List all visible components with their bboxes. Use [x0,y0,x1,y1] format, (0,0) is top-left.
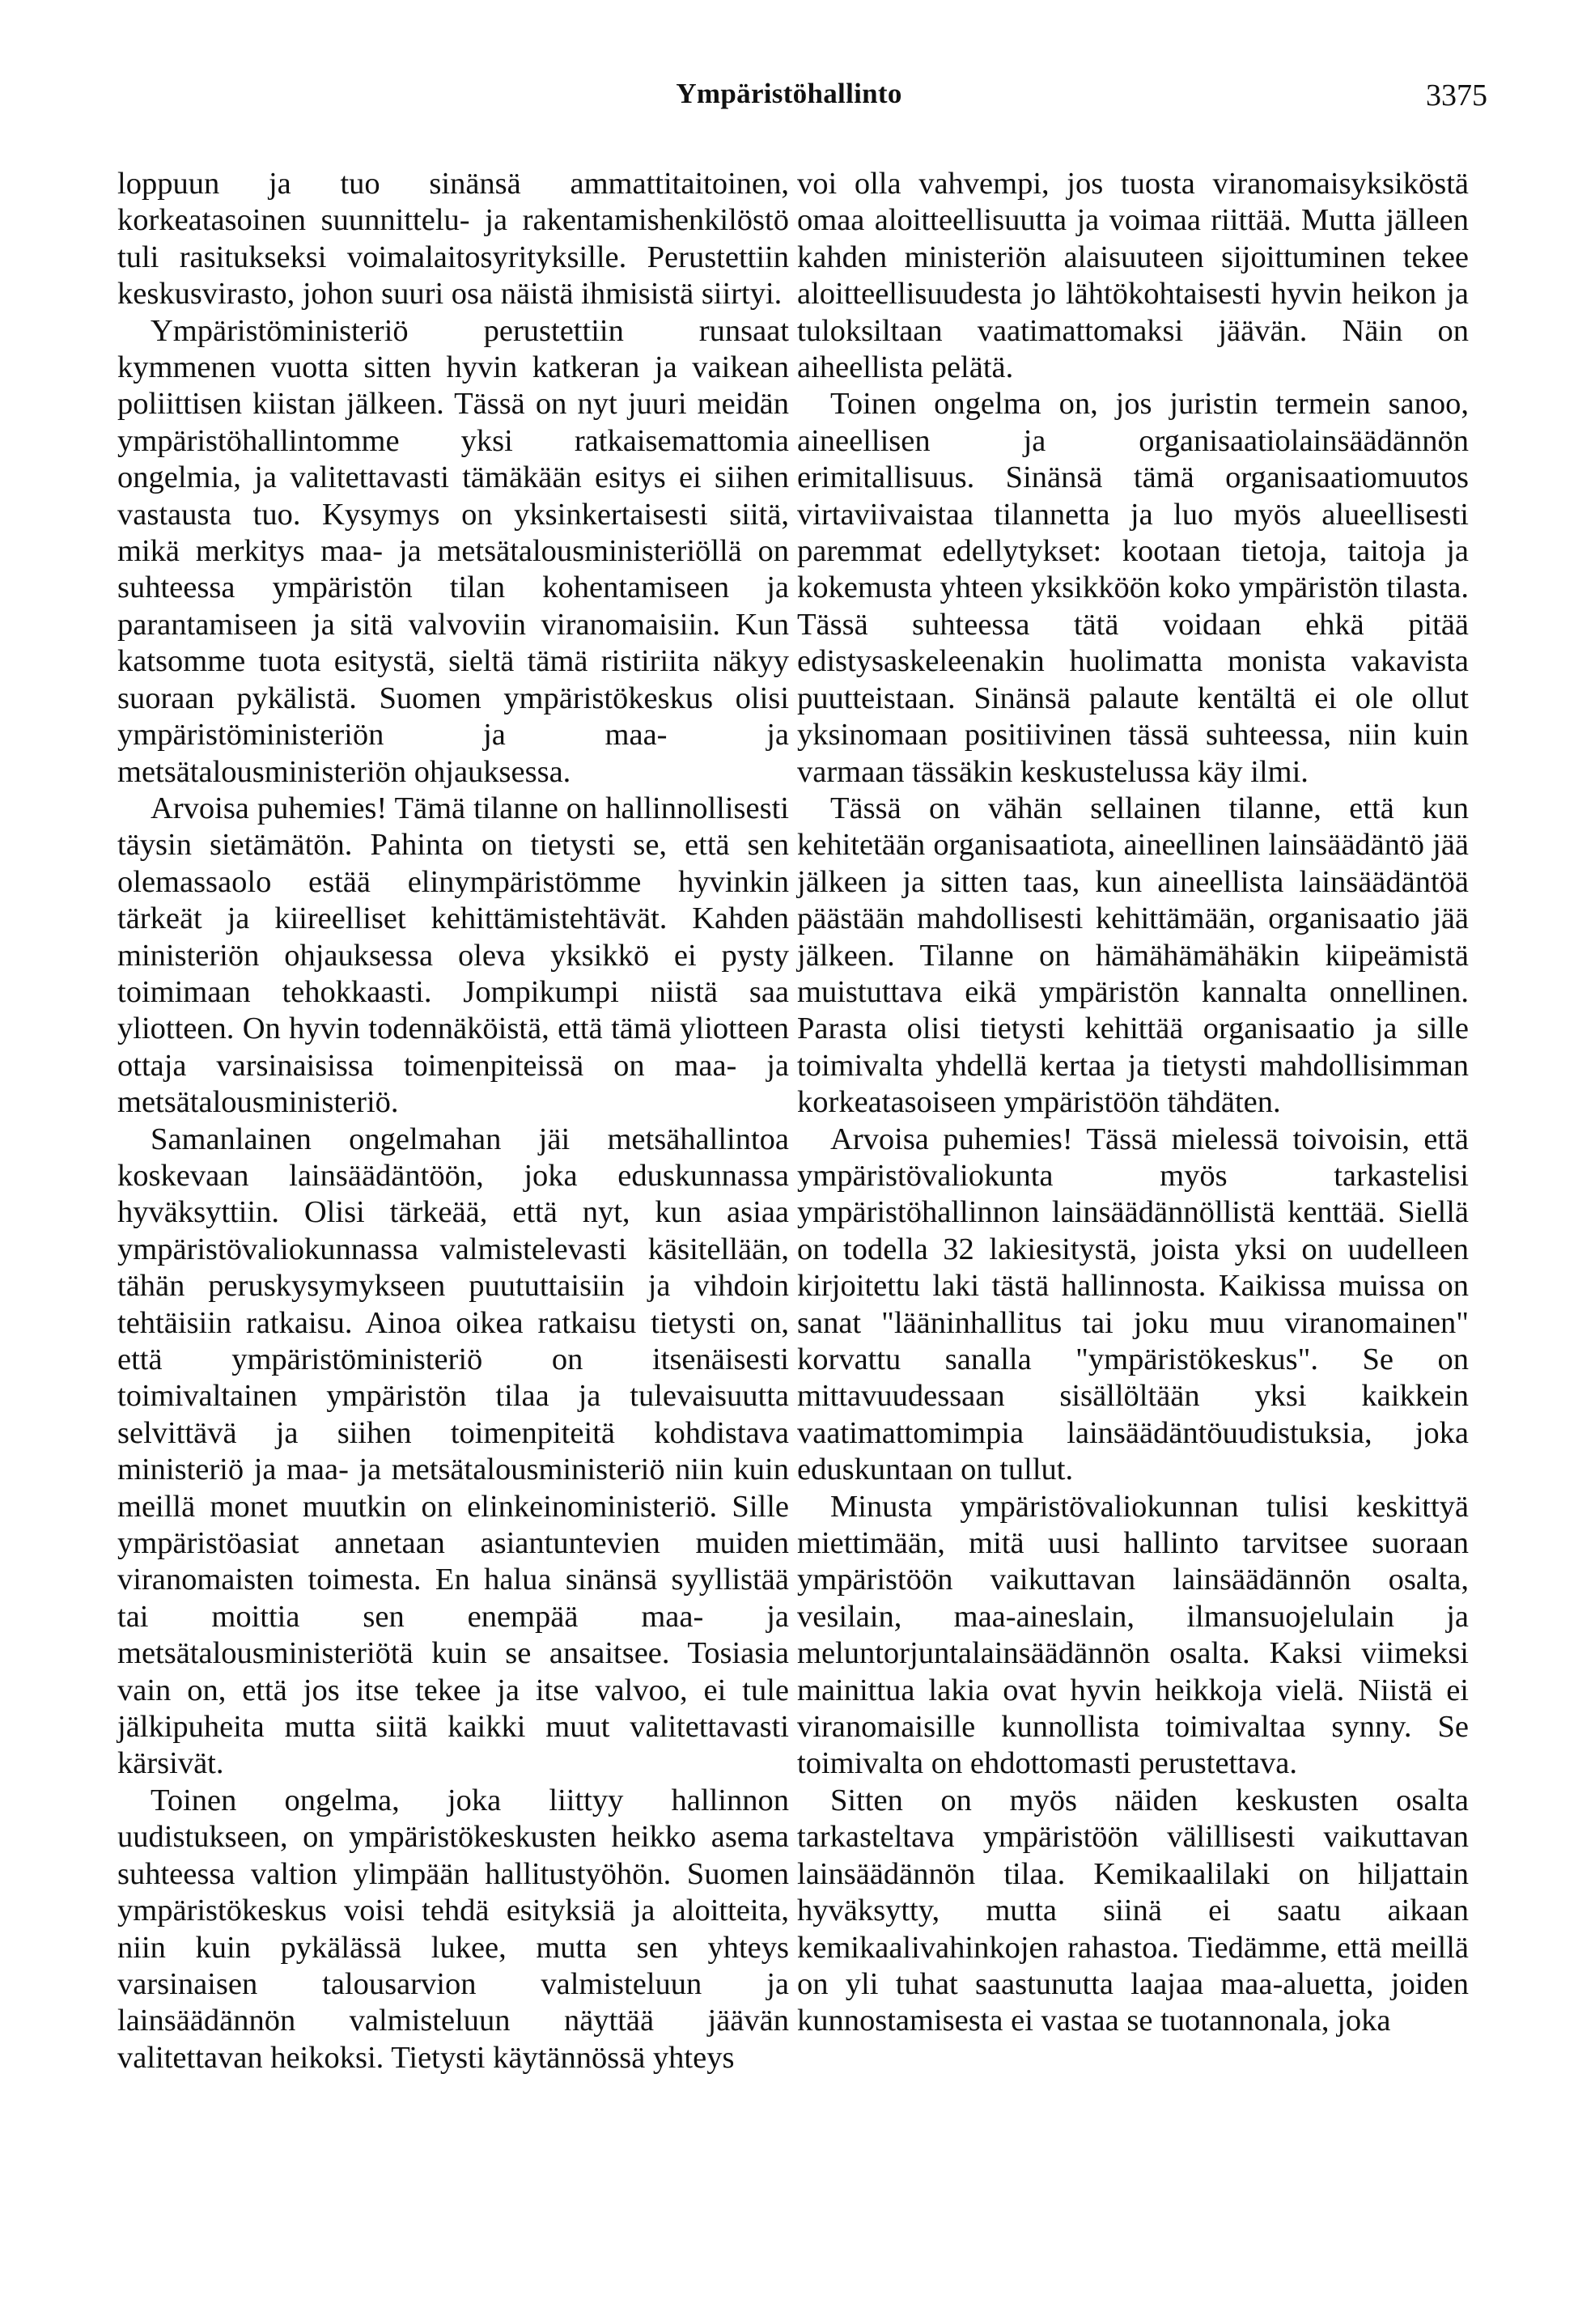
paragraph: Samanlainen ongelmahan jäi metsähallintoa koskevaan lainsäädäntöön, joka eduskunnassa hyväksyttiin. Olisi tärkeää, että nyt, kun asiaa ympäristövaliokunnassa valmistelevasti käsitellään, tähän peruskysymykseen puututtaisiin ja vihdoin tehtäisiin ratkaisu. Ainoa oikea ratkaisu tietysti on, että ympäristöministeriö on itsenäisesti toimivaltainen ympäristön tilaa ja tulevaisuutta selvittävä ja siihen toimenpiteitä kohdistava ministeriö ja maa- ja metsätalousministeriö niin kuin meillä monet muutkin on elinkeinoministeriö. Sille ympäristöasiat annetaan asiantuntevien muiden viranomaisten toimesta. En halua sinänsä syyllistää tai moittia sen enempää maa- ja metsätalousministeriötä kuin se ansaitsee. Tosiasia vain on, että jos itse tekee ja itse valvoo, ei tule jälkipuheita mutta siitä kaikki muut valitettavasti kärsivät. [117,1122,789,1781]
right-column [797,166,1469,2040]
paragraph: Tässä on vähän sellainen tilanne, että kun kehitetään organisaatiota, aineellinen lainsäädäntö jää jälkeen ja sitten taas, kun aineellista lainsäädäntöä päästään mahdollisesti kehittämään, organisaatio jää jälkeen. Tilanne on hämähämähäkin kiipeämistä muistuttava eikä ympäristön kannalta onnellinen. Parasta olisi tietysti kehittää organisaatio ja sille toimivalta yhdellä kertaa ja tietysti mahdollisimman korkeatasoiseen ympäristöön tähdäten. [797,791,1469,1120]
paragraph: Arvoisa puhemies! Tämä tilanne on hallinnollisesti täysin sietämätön. Pahinta on tietysti se, että sen olemassaolo estää elinympäristömme hyvinkin tärkeät ja kiireelliset kehittämistehtävät. Kahden ministeriön ohjauksessa oleva yksikkö ei pysty toimimaan tehokkaasti. Jompikumpi niistä saa yliotteen. On hyvin todennäköistä, että tämä yliotteen ottaja varsinaisissa toimenpiteissä on maa- ja metsätalousministeriö. [117,791,789,1120]
running-header-title: Ympäristöhallinto [676,78,902,109]
paragraph: Ympäristöministeriö perustettiin runsaat kymmenen vuotta sitten hyvin katkeran ja vaikean poliittisen kiistan jälkeen. Tässä on nyt juuri meidän ympäristöhallintomme yksi ratkaisemattomia ongelmia, ja valitettavasti tämäkään esitys ei siihen vastausta tuo. Kysymys on yksinkertaisesti siitä, mikä merkitys maa- ja metsätalousministeriöllä on suhteessa ympäristön tilan kohentamiseen ja parantamiseen ja sitä valvoviin viranomaisiin. Kun katsomme tuota esitystä, sieltä tämä ristiriita näkyy suoraan pykälistä. Suomen ympäristökeskus olisi ympäristöministeriön ja maa- ja metsätalousministeriön ohjauksessa. [117,313,789,789]
paragraph: Sitten on myös näiden keskusten osalta tarkasteltava ympäristöön välillisesti vaikuttavan lainsäädännön tilaa. Kemikaalilaki on hiljattain hyväksytty, mutta siinä ei saatu aikaan kemikaalivahinkojen rahastoa. Tiedämme, että meillä on yli tuhat saastunutta laajaa maa-aluetta, joiden kunnostamisesta ei vastaa se tuotannonala, joka [797,1783,1469,2038]
paragraph: Toinen ongelma on, jos juristin termein sanoo, aineellisen ja organisaatiolainsäädännön erimitallisuus. Sinänsä tämä organisaatiomuutos virtaviivaistaa tilannetta ja luo myös alueellisesti paremmat edellytykset: kootaan tietoja, taitoja ja kokemusta yhteen yksikköön koko ympäristön tilasta. Tässä suhteessa tätä voidaan ehkä pitää edistysaskeleenakin huolimatta monista vakavista puutteistaan. Sinänsä palaute kentältä ei ole ollut yksinomaan positiivinen tässä suhteessa, niin kuin varmaan tässäkin keskustelussa käy ilmi. [797,387,1469,789]
left-column [117,166,789,2076]
paragraph: Toinen ongelma, joka liittyy hallinnon uudistukseen, on ympäristökeskusten heikko asema suhteessa valtion ylimpään hallitustyöhön. Suomen ympäristökeskus voisi tehdä esityksiä ja aloitteita, niin kuin pykälässä lukee, mutta sen yhteys varsinaisen talousarvion valmisteluun ja lainsäädännön valmisteluun näyttää jäävän valitettavan heikoksi. Tietysti käytännössä yhteys [117,1783,789,2075]
paragraph: Arvoisa puhemies! Tässä mielessä toivoisin, että ympäristövaliokunta myös tarkastelisi ympäristöhallinnon lainsäädännöllistä kenttää. Siellä on todella 32 lakiesitystä, joista yksi on uudelleen kirjoitettu laki tästä hallinnosta. Kaikissa muissa on sanat "lääninhallitus tai joku muu viranomainen" korvattu sanalla "ympäristökeskus". Se on mittavuudessaan sisällöltään yksi kaikkein vaatimattomimpia lainsäädäntöuudistuksia, joka eduskuntaan on tullut. [797,1122,1469,1487]
paragraph: Minusta ympäristövaliokunnan tulisi keskittyä miettimään, mitä uusi hallinto tarvitsee suoraan ympäristöön vaikuttavan lainsäädännön osalta, vesilain, maa-aineslain, ilmansuojelulain ja meluntorjuntalainsäädännön osalta. Kaksi viimeksi mainittua lakia ovat hyvin heikkoja vielä. Niistä ei viranomaisille kunnollista toimivaltaa synny. Se toimivalta on ehdottomasti perustettava. [797,1489,1469,1781]
paragraph: loppuun ja tuo sinänsä ammattitaitoinen, korkeatasoinen suunnittelu- ja rakentamishenkilöstö tuli rasitukseksi voimalaitosyrityksille. Perustettiin keskusvirasto, johon suuri osa näistä ihmisistä siirtyi. [117,167,789,312]
paragraph: voi olla vahvempi, jos tuosta viranomaisyksiköstä omaa aloitteellisuutta ja voimaa riittää. Mutta jälleen kahden ministeriön alaisuuteen sijoittuminen tekee aloitteellisuudesta jo lähtökohtaisesti hyvin heikon ja tuloksiltaan vaatimattomaksi jäävän. Näin on aiheellista pelätä. [797,167,1469,385]
page-number: 3375 [1426,78,1487,112]
